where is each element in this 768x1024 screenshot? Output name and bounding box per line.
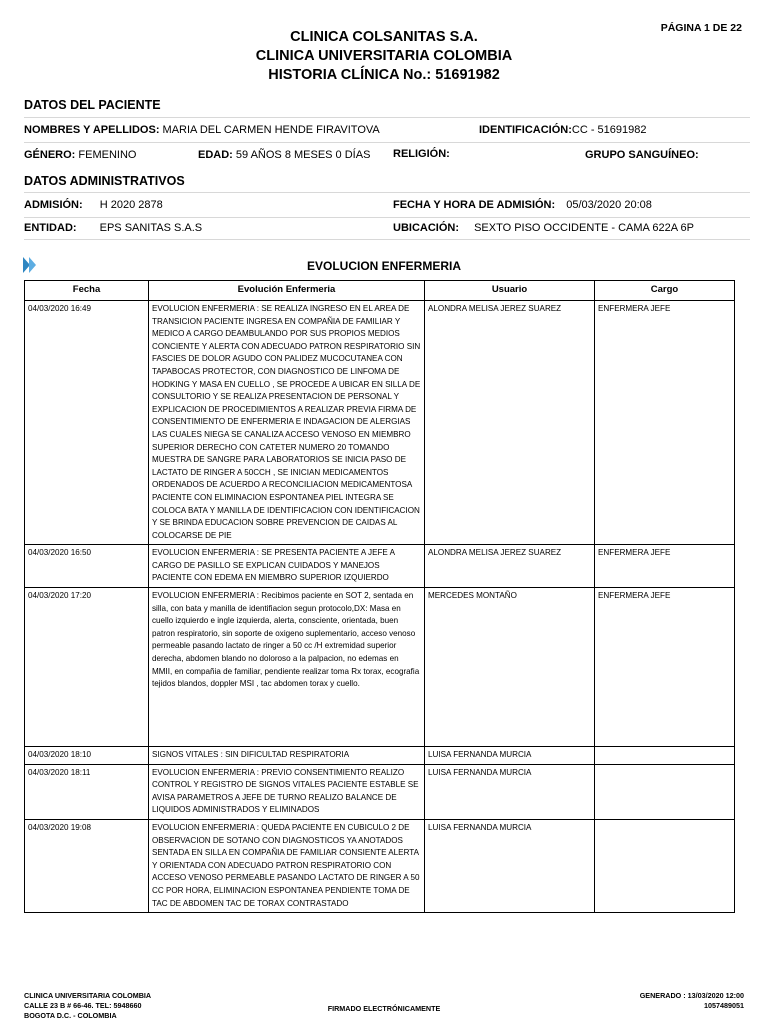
religion-field <box>393 148 450 160</box>
clinic-name: CLINICA COLSANITAS S.A. <box>290 29 478 45</box>
cell-usuario: LUISA FERNANDA MURCIA <box>425 820 595 913</box>
divider <box>24 217 750 218</box>
entity-value: EPS SANITAS S.A.S <box>99 222 203 234</box>
cell-fecha: 04/03/2020 16:50 <box>25 545 149 588</box>
cell-evolucion: EVOLUCION ENFERMERIA : QUEDA PACIENTE EN CUBICULO 2 DE OBSERVACION DE SOTANO CON DIAGNOSTICOS YA ANOTADOS SENTADA EN SILLA EN COMPAÑIA DE FAMILIAR CONSIENTE ALERTA Y ORIENTADA CON ADECUADO PATRON RESPIRATORIO CON ACCESO VENOSO PERMEABLE PASANDO LACTATO DE RINGER A 50 CC POR HORA, ELIMINACION ESPONTANEA PENDIENTE TOMA DE TAC DE ABDOMEN TAC DE TORAX CONTRASTADO <box>149 820 425 913</box>
column-header-fecha: Fecha <box>25 281 149 301</box>
age-field <box>198 149 370 161</box>
cell-cargo <box>595 820 735 913</box>
table-row <box>25 747 735 765</box>
admin-section-title: DATOS ADMINISTRATIVOS <box>24 174 185 188</box>
footer-generated-date: GENERADO : 13/03/2020 12:00 <box>639 991 744 1000</box>
religion-label: RELIGIÓN: <box>393 148 450 160</box>
evolution-title: EVOLUCION ENFERMERIA <box>306 259 461 273</box>
location-field <box>393 222 694 234</box>
patient-section-title: DATOS DEL PACIENTE <box>24 98 161 112</box>
entity-field <box>24 222 202 234</box>
footer-city: BOGOTA D.C. - COLOMBIA <box>24 1011 117 1021</box>
divider <box>24 239 750 240</box>
cell-cargo: ENFERMERA JEFE <box>595 545 735 588</box>
admission-datetime-field <box>393 199 652 211</box>
patient-id-label: IDENTIFICACIÓN: <box>479 124 572 136</box>
column-header-evolucion: Evolución Enfermeria <box>149 281 425 301</box>
divider <box>24 192 750 193</box>
table-row <box>25 545 735 588</box>
cell-evolucion: EVOLUCION ENFERMERIA : SE REALIZA INGRESO EN EL AREA DE TRANSICION PACIENTE INGRESA EN COMPAÑIA DE FAMILIAR Y MEDICO A CARGO DEAMBULANDO POR SUS PROPIOS MEDIOS CONCIENTE Y ALERTA CON ADECUADO PATRON RESPIRATORIO SIN FASCIES DE DOLOR AGUDO CON PALIDEZ MUCOCUTANEA CON TAPABOCAS PROTECTOR, CON DIAGNOSTICO DE LINFOMA DE HODKING Y MASA EN CUELLO , SE PROCEDE A UBICAR EN SILLA DE CONSULTORIO Y SE REALIZA PRESENTACION DE PERSONAL Y EXPLICACION DE PROCEDIMIENTOS A REALIZAR PREVIA FIRMA DE CONSENTIMIENTO DE ENFERMERIA E INDAGACION DE ALERGIAS LAS CUALES NIEGA SE CANALIZA ACCESO VENOSO EN MIEMBRO SUPERIOR DERECHO CON CATETER NUMERO 20 TOMANDO MUESTRA DE SANGRE PARA LABORATORIOS SE INICIA PASO DE LACTATO DE RINGER A 50CCH , SE INICIAN MEDICAMENTOS ORDENADOS DE ACUERDO A RECONCILIACION MEDICAMENTOSA PACIENTE CON ELIMINACION ESPONTANEA PIEL INTEGRA SE COLOCA BATA Y MANILLA DE IDENTIFICACION CON IDENTIFICACION Y SE BRINDA EDUCACION SOBRE PREVENCION DE CAIDAS AL COLOCARSE DE PIE <box>149 301 425 545</box>
cell-evolucion: EVOLUCION ENFERMERIA : PREVIO CONSENTIMIENTO REALIZO CONTROL Y REGISTRO DE SIGNOS VITALES PACIENTE ESTABLE SE AVISA PARAMETROS A JEFE DE TURNO REALIZO BALANCE DE LIQUIDOS ADMINISTRADOS Y ELIMINADOS <box>149 764 425 819</box>
footer-signature-note: FIRMADO ELECTRÓNICAMENTE <box>327 1004 441 1013</box>
gender-field <box>24 149 136 161</box>
cell-usuario: MERCEDES MONTAÑO <box>425 588 595 747</box>
footer-generated <box>640 991 744 1011</box>
evolution-table <box>24 280 735 913</box>
patient-name-value: MARIA DEL CARMEN HENDE FIRAVITOVA <box>162 124 380 136</box>
footer-clinic-name: CLINICA UNIVERSITARIA COLOMBIA <box>24 991 152 1000</box>
admission-field <box>24 199 163 211</box>
footer-generated-id: 1057489051 <box>704 1001 744 1011</box>
column-header-cargo: Cargo <box>595 281 735 301</box>
admission-datetime-value: 05/03/2020 20:08 <box>566 199 652 211</box>
page-number: PÁGINA 1 DE 22 <box>660 22 742 34</box>
clinic-subname: CLINICA UNIVERSITARIA COLOMBIA <box>255 48 513 64</box>
cell-evolucion: SIGNOS VITALES : SIN DIFICULTAD RESPIRATORIA <box>149 747 425 765</box>
document-header <box>0 28 768 85</box>
divider <box>24 117 750 118</box>
cell-evolucion: EVOLUCION ENFERMERIA : Recibimos paciente en SOT 2, sentada en silla, con bata y manilla de identifiacion segun protocolo,DX: Masa en cuello izquierdo e ingle izquierda, alerta, consciente, orientada, buen patron respiratorio, sin soporte de oxigeno suplementario, acceso venoso permeable pasando lactato de ringer a 50 cc /H extremidad superior derecha, abdomen blando no doloroso a la palpacion, no edemas en MMII, en compañia de familiar, pendiente realizar toma Rx torax, ecografia tejidos blandos, doppler MSI , tac abdomen torax y cuello. <box>149 588 425 747</box>
cell-cargo: ENFERMERA JEFE <box>595 588 735 747</box>
patient-name-field <box>24 124 380 136</box>
blood-type-label: GRUPO SANGUÍNEO: <box>585 149 699 161</box>
patient-id-value: CC - 51691982 <box>571 124 647 136</box>
cell-cargo: ENFERMERA JEFE <box>595 301 735 545</box>
footer-street: CALLE 23 B # 66-46. TEL: 5948660 <box>24 1001 142 1011</box>
cell-fecha: 04/03/2020 19:08 <box>25 820 149 913</box>
admission-value: H 2020 2878 <box>99 199 163 211</box>
gender-value: FEMENINO <box>78 149 137 161</box>
cell-fecha: 04/03/2020 18:11 <box>25 764 149 819</box>
cell-fecha: 04/03/2020 17:20 <box>25 588 149 747</box>
blood-type-field <box>585 149 699 161</box>
table-row <box>25 588 735 747</box>
cell-usuario: ALONDRA MELISA JEREZ SUAREZ <box>425 545 595 588</box>
table-header-row <box>25 281 735 301</box>
age-label: EDAD: <box>198 149 233 161</box>
cell-usuario: LUISA FERNANDA MURCIA <box>425 747 595 765</box>
location-value: SEXTO PISO OCCIDENTE - CAMA 622A 6P <box>474 222 694 234</box>
cell-cargo <box>595 764 735 819</box>
table-row <box>25 820 735 913</box>
patient-name-label: NOMBRES Y APELLIDOS: <box>24 124 160 136</box>
cell-evolucion: EVOLUCION ENFERMERIA : SE PRESENTA PACIENTE A JEFE A CARGO DE PASILLO SE EXPLICAN CUIDADOS Y MANEJOS PACIENTE CON EDEMA EN MIEMBRO SUPERIOR IZQUIERDO <box>149 545 425 588</box>
cell-usuario: ALONDRA MELISA JEREZ SUAREZ <box>425 301 595 545</box>
table-row <box>25 764 735 819</box>
column-header-usuario: Usuario <box>425 281 595 301</box>
cell-usuario: LUISA FERNANDA MURCIA <box>425 764 595 819</box>
admission-label: ADMISIÓN: <box>24 199 83 211</box>
cell-fecha: 04/03/2020 16:49 <box>25 301 149 545</box>
cell-cargo <box>595 747 735 765</box>
record-number: HISTORIA CLÍNICA No.: 51691982 <box>268 67 500 83</box>
entity-label: ENTIDAD: <box>24 222 77 234</box>
table-row <box>25 301 735 545</box>
patient-id-field <box>479 124 647 136</box>
location-label: UBICACIÓN: <box>393 222 459 234</box>
admission-datetime-label: FECHA Y HORA DE ADMISIÓN: <box>393 199 556 211</box>
gender-label: GÉNERO: <box>24 149 76 161</box>
divider <box>24 142 750 143</box>
cell-fecha: 04/03/2020 18:10 <box>25 747 149 765</box>
age-value: 59 AÑOS 8 MESES 0 DÍAS <box>235 149 371 161</box>
